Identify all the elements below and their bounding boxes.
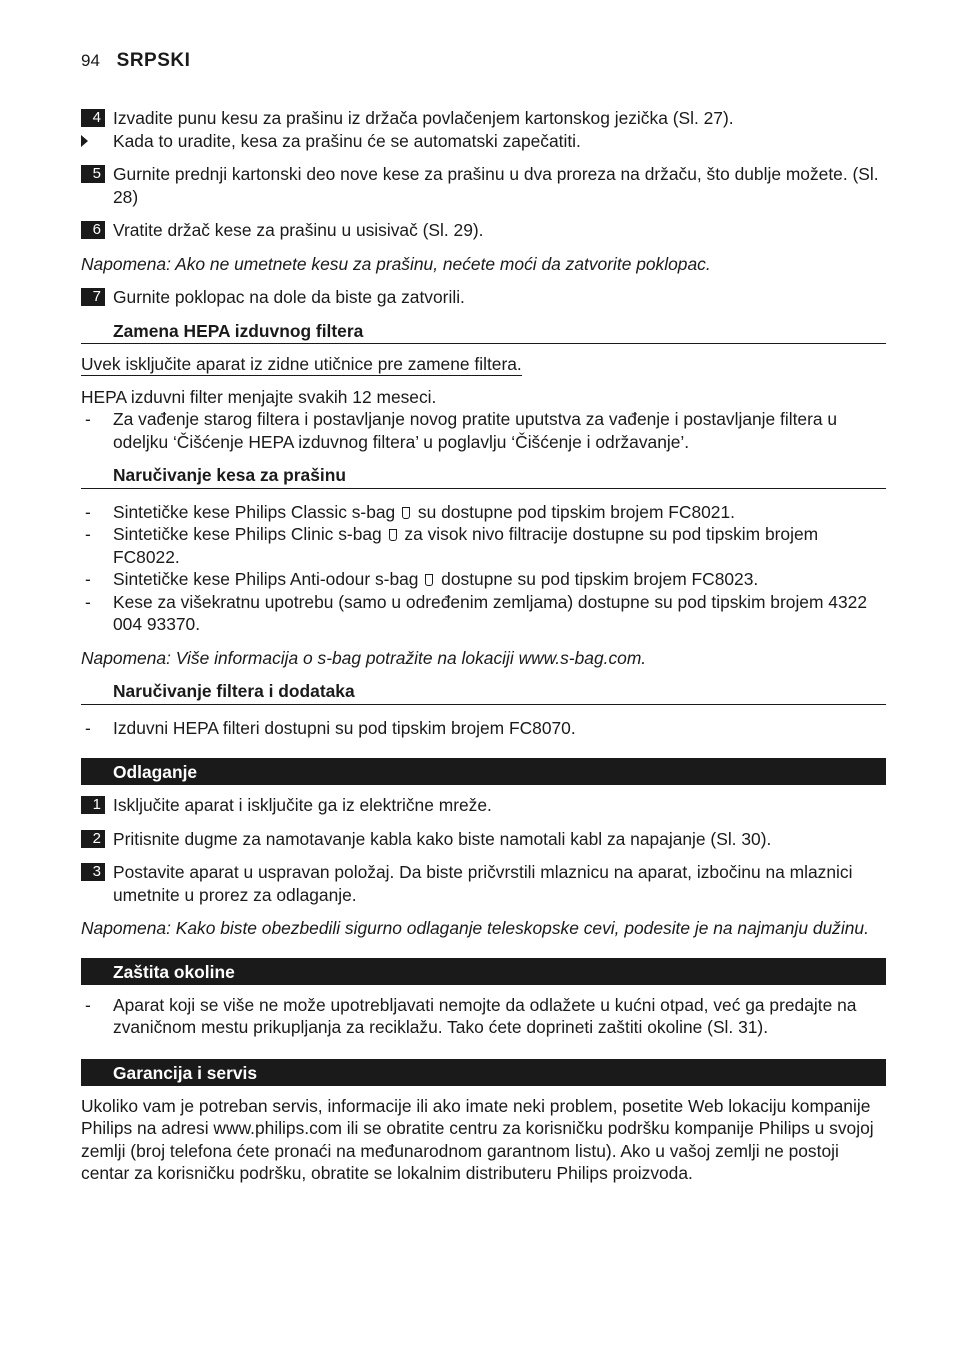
step-4 [81,107,886,152]
note-storage: Napomena: Kako biste obezbedili sigurno odlaganje teleskopske cevi, podesite je na najmanju dužinu. [81,918,869,938]
section-title-hepa: Zamena HEPA izduvnog filtera [81,320,886,345]
filters-bullets [81,717,886,740]
list-item: - Sintetičke kese Philips Classic s-bag su dostupne pod tipskim brojem FC8021. [85,501,735,522]
page-content [81,107,886,1185]
s-bag-icon [402,507,410,519]
list-item: - Aparat koji se više ne može upotrebljavati nemojte da odlažete u kućni otpad, već ga predajte na zvaničnom mestu prikupljanja za reciklažu. Tako ćete doprineti zaštiti okoline (Sl. 31). [85,994,857,1037]
step-text: Gurnite poklopac na dole da biste ga zatvorili. [113,287,465,307]
step-5 [81,163,886,208]
step-result [113,130,886,153]
step-number: 7 [81,288,105,306]
language-label: SRPSKI [116,50,191,71]
list-item: - Kese za višekratnu upotrebu (samo u određenim zemljama) dostupne su pod tipskim brojem 4322 004 93370. [85,591,867,634]
step-number: 5 [81,165,105,183]
step-number: 1 [81,796,105,814]
bags-bullets [81,501,886,636]
step-number: 2 [81,830,105,848]
list-item: - Sintetičke kese Philips Clinic s-bag za visok nivo filtracije dostupne su pod tipskim brojem FC8022. [85,524,819,567]
warning-underlined: Uvek isključite aparat iz zidne utičnice pre zamene filtera. [81,354,522,374]
step-text: Postavite aparat u uspravan položaj. Da biste pričvrstili mlaznicu na aparat, izbočinu na mlaznici umetnite u prorez za odlaganje. [113,862,853,905]
step-text: Pritisnite dugme za namotavanje kabla kako biste namotali kabl za napajanje (Sl. 30). [113,828,772,849]
hepa-bullets [81,408,886,453]
storage-step-2 [81,828,886,851]
environment-bullets [81,994,886,1039]
note-s-bag: Napomena: Više informacija o s-bag potražite na lokaciji www.s-bag.com. [81,647,647,668]
warranty-paragraph: Ukoliko vam je potreban servis, informacije ili ako imate neki problem, posetite Web lokaciju kompanije Philips na adresi www.philips.com ili se obratite centru za korisničku podršku kompanije Philips u svojoj zemlji (broj telefona ćete pronaći na međunarodnom garantnom listu). Ako u vašoj zemlji ne postoji centar za korisničku podršku, obratite se lokalnim distributeru Philips proizvoda. [81,1095,874,1183]
step-text: Gurnite prednji kartonski deo nove kese za prašinu u dva proreza na držaču, što dublje možete. (Sl. 28) [113,164,879,207]
step-result-text: Kada to uradite, kesa za prašinu će se automatski zapečatiti. [113,130,581,151]
section-title-environment: Zaštita okoline [81,958,886,985]
step-7 [81,286,886,309]
list-item: - Za vađenje starog filtera i postavljanje novog pratite uputstva za vađenje i postavljanje filtera u odeljku ‘Čišćenje HEPA izduvnog filtera’ u poglavlju ‘Čišćenje i održavanje’. [85,409,838,452]
step-number: 6 [81,221,105,239]
step-number: 4 [81,109,105,127]
section-title-filters: Naručivanje filtera i dodataka [81,680,886,705]
section-title-storage: Odlaganje [81,758,886,785]
hepa-paragraph: HEPA izduvni filter menjajte svakih 12 meseci. [81,386,437,407]
storage-step-3 [81,861,886,906]
list-item: - Izduvni HEPA filteri dostupni su pod tipskim brojem FC8070. [85,717,576,738]
step-text: Isključite aparat i isključite ga iz električne mreže. [113,795,492,815]
page-number: 94 [81,51,100,70]
page-header [81,50,190,72]
section-title-bags: Naručivanje kesa za prašinu [81,464,886,489]
step-text: Vratite držač kese za prašinu u usisivač (Sl. 29). [113,220,484,240]
warning-text [81,353,886,376]
step-text: Izvadite punu kesu za prašinu iz držača povlačenjem kartonskog jezička (Sl. 27). [113,108,734,128]
result-arrow-icon [81,135,88,147]
storage-step-1 [81,794,886,817]
s-bag-icon [389,529,397,541]
section-title-warranty: Garancija i servis [81,1059,886,1086]
list-item: - Sintetičke kese Philips Anti-odour s-bag dostupne su pod tipskim brojem FC8023. [85,569,759,589]
step-6 [81,219,886,242]
s-bag-icon [425,574,433,586]
step-number: 3 [81,863,105,881]
note-lid: Napomena: Ako ne umetnete kesu za prašinu, nećete moći da zatvorite poklopac. [81,253,711,274]
